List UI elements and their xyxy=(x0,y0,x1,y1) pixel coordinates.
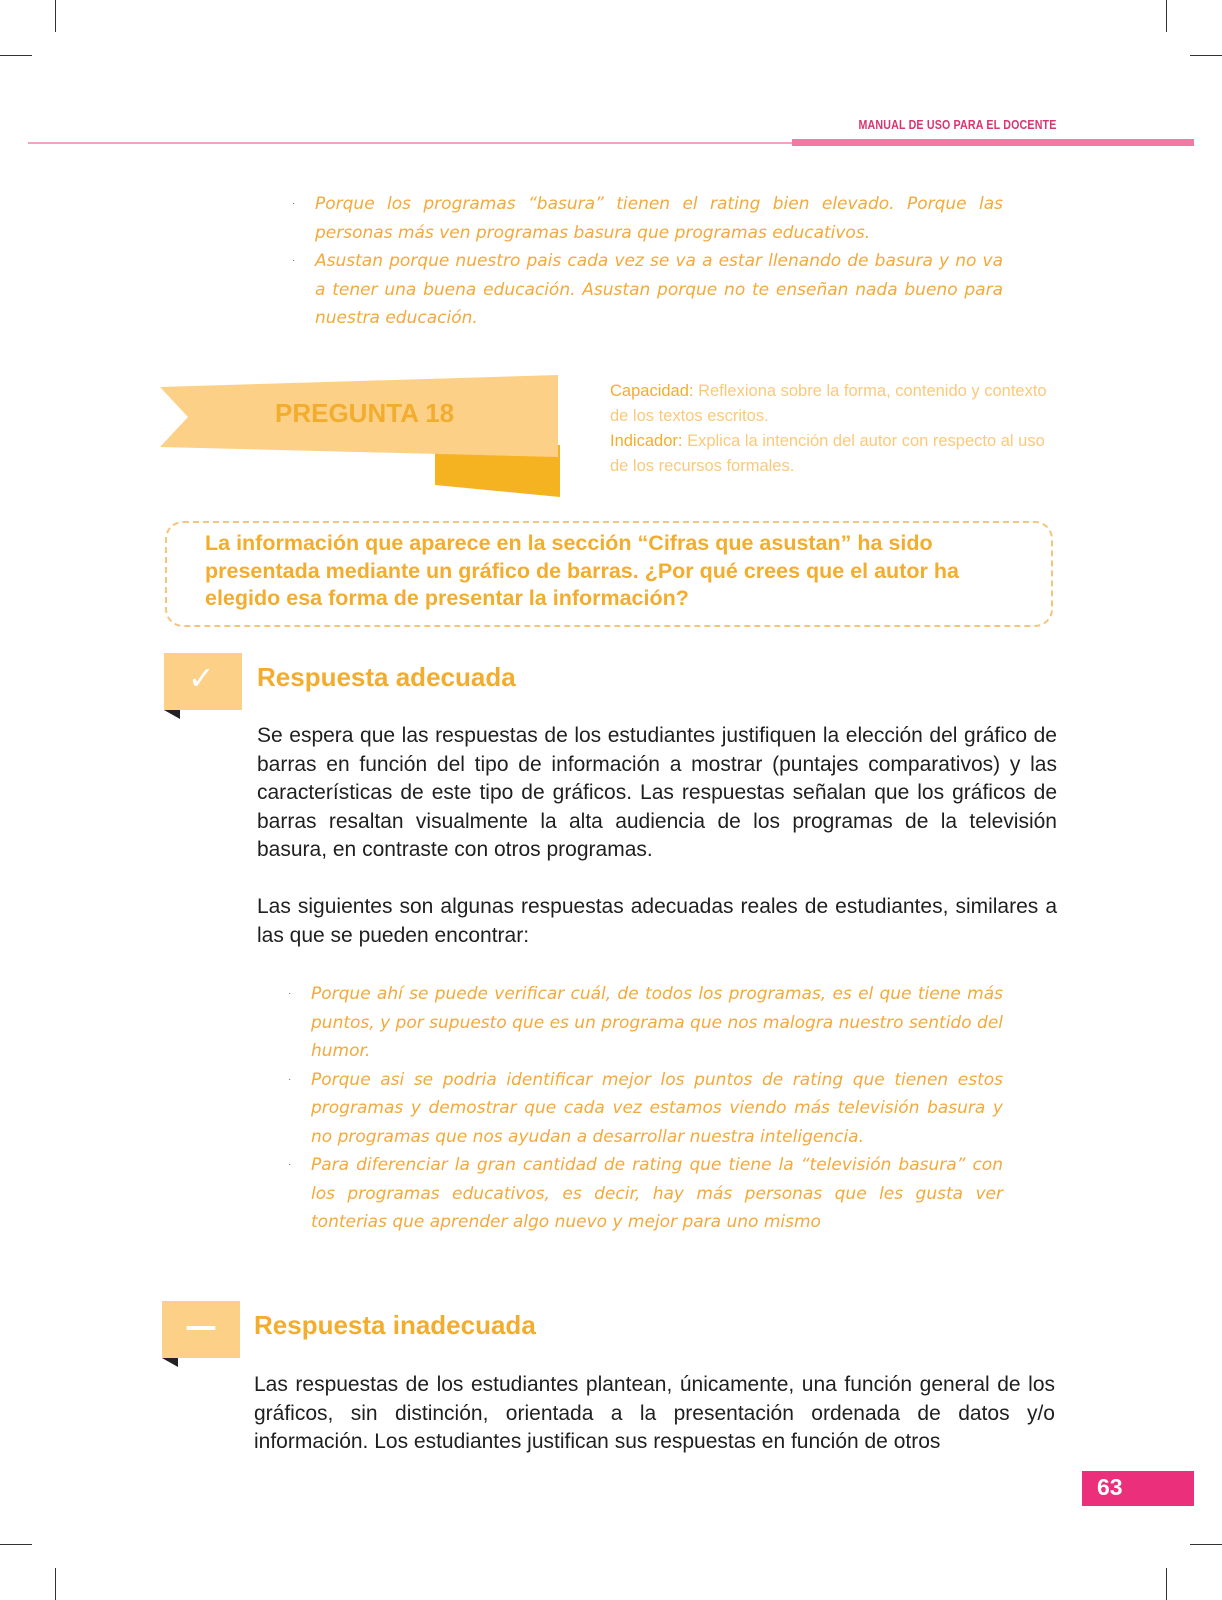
header-accent-bar xyxy=(792,139,1194,146)
list-item: · Para diferenciar la gran cantidad de rating que tiene la “televisión basura” con los programas educativos, es decir, hay más personas que les gusta ver tonterias que aprender algo nuevo y mejor para uno mismo xyxy=(287,1151,1003,1237)
list-item: · Asustan porque nuestro pais cada vez se va a estar llenando de basura y no va a tener una buena educación. Asustan porque no te enseñan nada bueno para nuestra educación. xyxy=(291,247,1003,333)
adequate-paragraph-intro: Las siguientes son algunas respuestas adecuadas reales de estudiantes, similares a las que se pueden encontrar: xyxy=(257,895,1057,947)
question-banner xyxy=(160,375,560,497)
page-number: 63 xyxy=(1097,1474,1123,1500)
question-metadata xyxy=(610,379,1060,479)
adequate-examples xyxy=(287,980,1003,1237)
inadequate-paragraph: Las respuestas de los estudiantes plantean, únicamente, una función general de los gráficos, sin distinción, orientada a la presentación ordenada de datos y/o información. Los estudiantes justifican sus respuestas en función de otros xyxy=(254,1373,1055,1453)
question-number: PREGUNTA 18 xyxy=(275,398,455,428)
crop-mark xyxy=(1166,0,1167,32)
crop-mark xyxy=(1190,55,1222,56)
intro-bullets xyxy=(291,190,1003,333)
adequate-paragraph: Se espera que las respuestas de los estudiantes justifiquen la elección del gráfico de barras en función del tipo de información a mostrar (puntajes comparativos) y las características de este tipo de gráficos. Las respuestas señalan que los gráficos de barras resaltan visualmente la alta audiencia de los programas de la televisión basura, en contraste con otros programas. xyxy=(257,724,1057,861)
adequate-title: Respuesta adecuada xyxy=(257,662,516,692)
crop-mark xyxy=(55,0,56,32)
indicador-label: Indicador: xyxy=(610,432,683,450)
crop-mark xyxy=(1190,1544,1222,1545)
capacidad-label: Capacidad: xyxy=(610,382,694,400)
crop-mark xyxy=(1166,1568,1167,1600)
check-icon: ✓ xyxy=(188,659,215,697)
list-item: · Porque ahí se puede verificar cuál, de todos los programas, es el que tiene más puntos, y por supuesto que es un programa que nos malogra nuestro sentido del humor. xyxy=(287,980,1003,1066)
list-item: · Porque asi se podria identificar mejor los puntos de rating que tienen estos programas y demostrar que cada vez estamos viendo más televisión basura y no programas que nos ayudan a desarrollar nuestra inteligencia. xyxy=(287,1066,1003,1152)
minus-icon: — xyxy=(185,1307,217,1345)
crop-mark xyxy=(55,1568,56,1600)
capacidad-text: Reflexiona sobre la forma, contenido y contexto de los textos escritos. xyxy=(610,382,1047,425)
crop-mark xyxy=(0,1544,32,1545)
running-header: MANUAL DE USO PARA EL DOCENTE xyxy=(858,117,1057,132)
question-prompt: La información que aparece en la sección “Cifras que asustan” ha sido presentada mediante un gráfico de barras. ¿Por qué crees que el autor ha elegido esa forma de presentar la información? xyxy=(205,531,959,610)
inadequate-title: Respuesta inadecuada xyxy=(254,1310,536,1340)
crop-mark xyxy=(0,55,32,56)
list-item: · Porque los programas “basura” tienen el rating bien elevado. Porque las personas más ven programas basura que programas educativos. xyxy=(291,190,1003,247)
indicador-text: Explica la intención del autor con respecto al uso de los recursos formales. xyxy=(610,432,1045,475)
